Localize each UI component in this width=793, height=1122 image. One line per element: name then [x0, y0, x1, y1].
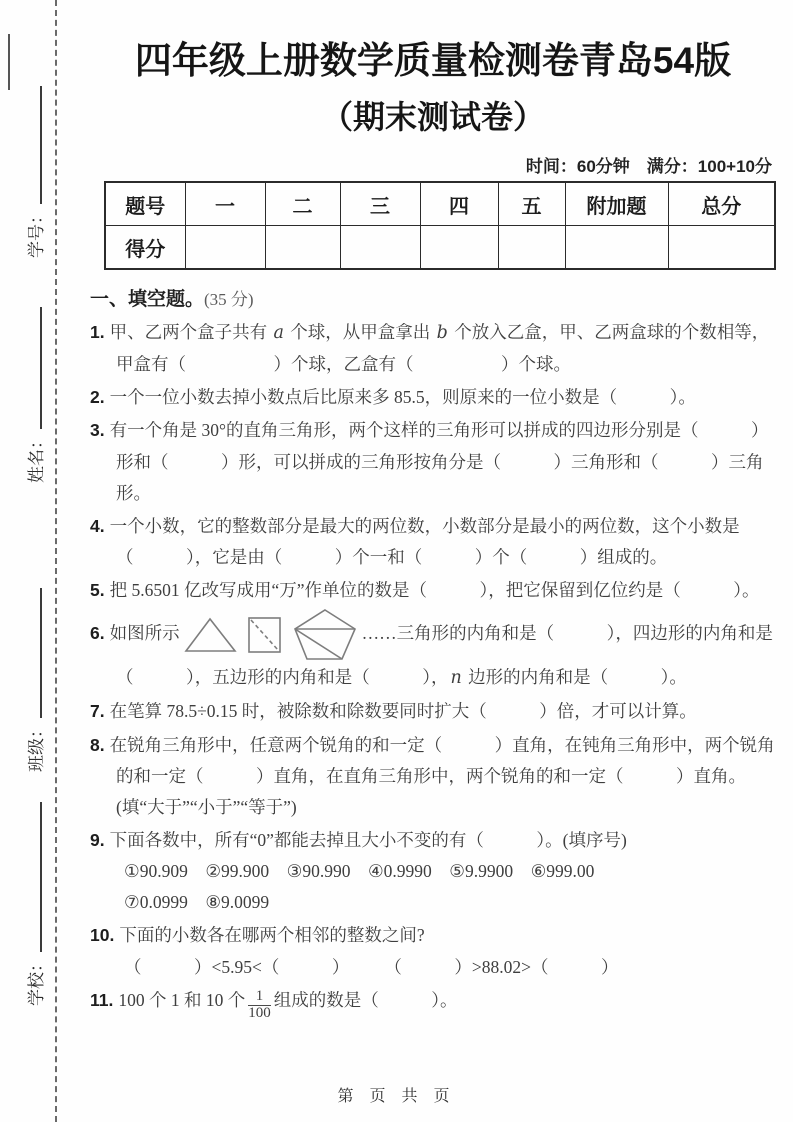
score-empty-cell	[420, 226, 498, 270]
question-5	[90, 575, 776, 606]
blank-line	[23, 86, 42, 204]
variable-a: a	[273, 323, 284, 343]
school-label: 学校：	[27, 955, 46, 1006]
question-text: 在笔算 78.5÷0.15 时，被除数和除数要同时扩大（ ）倍，才可以计算。	[109, 701, 697, 722]
school-field	[22, 802, 47, 1006]
fraction-1-100	[248, 989, 271, 1022]
score-table-score-row	[105, 226, 775, 270]
question-number: 6.	[90, 623, 105, 644]
question-number: 2.	[90, 387, 105, 408]
question-text: 个球，从甲盒拿出	[285, 322, 435, 342]
question-1	[90, 317, 776, 380]
fraction-numerator: 1	[248, 989, 271, 1006]
question-text: 有一个角是 30°的直角三角形，两个这样的三角形可以拼成的四边形分别是（ ）形和（ ）形，可以拼成的三角形按角分是（ ）三角形和（ ）三角形。	[109, 420, 769, 503]
student-name-label: 姓名：	[27, 432, 46, 483]
page-footer: 第 页 共 页	[337, 1088, 456, 1105]
question-9-options-line-2: ⑦0.0999 ⑧9.0099	[124, 892, 270, 913]
score-empty-cell	[565, 226, 668, 270]
question-10	[90, 920, 776, 982]
fraction-denominator: 100	[248, 1004, 271, 1021]
question-number: 10.	[90, 925, 115, 946]
question-text: 边形的内角和是（ ）。	[463, 667, 687, 688]
question-number: 5.	[90, 580, 105, 601]
question-number: 11.	[90, 989, 114, 1010]
question-8	[90, 730, 776, 823]
question-4	[90, 511, 776, 573]
question-text: 甲、乙两个盒子共有	[109, 322, 272, 342]
registration-mark	[8, 34, 10, 90]
score-table-header-row	[105, 182, 775, 226]
score-table-cell-total: 总分	[668, 182, 775, 226]
blank-line	[23, 802, 42, 952]
question-text: 100 个 1 和 10 个	[118, 989, 246, 1010]
question-text: 把 5.6501 亿改写成用“万”作单位的数是（ ），把它保留到亿位约是（ ）。	[109, 580, 760, 601]
score-label-cell: 得分	[105, 226, 185, 270]
blank-line	[23, 307, 42, 429]
question-text: 如图所示	[109, 623, 180, 644]
class-label: 班级：	[27, 721, 46, 772]
exam-body	[90, 0, 776, 1024]
question-number: 1.	[90, 322, 105, 342]
score-table-cell-4: 四	[420, 182, 498, 226]
score-empty-cell	[498, 226, 565, 270]
exam-info: 时间：60分钟 满分：100+10分	[525, 157, 772, 176]
blank-line	[23, 588, 42, 718]
question-number: 3.	[90, 420, 105, 441]
question-6	[90, 608, 776, 694]
question-3	[90, 415, 776, 508]
student-id-label: 学号：	[27, 207, 46, 258]
variable-b: b	[436, 323, 448, 343]
question-text: 组成的数是（ ）。	[273, 989, 458, 1010]
score-table-cell-3: 三	[340, 182, 420, 226]
question-text: 一个小数，它的整数部分是最大的两位数，小数部分是最小的两位数，这个小数是（ ），它是由（ ）个一和（ ）个（ ）组成的。	[109, 515, 740, 567]
question-text: ……三角形的内角和是（ ），四边形的内角和是（ ），五边形的内角和是（ ），	[116, 623, 773, 688]
score-table-cell-2: 二	[265, 182, 340, 226]
score-empty-cell	[668, 226, 775, 270]
score-empty-cell	[340, 226, 420, 270]
score-empty-cell	[185, 226, 265, 270]
question-text: 在锐角三角形中，任意两个锐角的和一定（ ）直角，在钝角三角形中，两个锐角的和一定（ ）直角，在直角三角形中，两个锐角的和一定（ ）直角。(填“大于”“小于”“等于”)	[109, 734, 775, 817]
exam-subtitle: （期末测试卷）	[320, 99, 545, 135]
question-text: 下面的小数各在哪两个相邻的整数之间?	[119, 925, 425, 946]
question-7	[90, 696, 776, 727]
score-table-cell-question-no: 题号	[105, 182, 185, 226]
question-text: 个放入乙盒，甲、乙两盒球的个数相等，甲盒有（ ）个球，乙盒有（ ）个球。	[116, 322, 770, 375]
question-text: 下面各数中，所有“0”都能去掉且大小不变的有（ ）。(填序号)	[109, 829, 627, 850]
question-9-options-line-1: ①90.909 ②99.900 ③90.990 ④0.9990 ⑤9.9900 ⑥999.00	[124, 861, 595, 882]
question-number: 7.	[90, 701, 105, 722]
question-11	[90, 985, 776, 1022]
class-field	[22, 588, 47, 772]
student-id-field	[22, 86, 47, 258]
question-9	[90, 825, 776, 918]
square-with-dashed-diagonal-icon	[246, 614, 284, 656]
score-table-cell-bonus: 附加题	[565, 182, 668, 226]
section-title: 一、填空题。	[90, 289, 205, 310]
score-table-cell-1: 一	[185, 182, 265, 226]
question-list	[90, 317, 776, 1022]
question-number: 9.	[90, 829, 105, 850]
variable-n: n	[450, 668, 462, 689]
exam-title: 四年级上册数学质量检测卷青岛54版	[134, 40, 732, 81]
score-table-cell-5: 五	[498, 182, 565, 226]
question-2	[90, 382, 776, 413]
question-text: 一个一位小数去掉小数点后比原来多 85.5，则原来的一位小数是（ ）。	[109, 387, 696, 408]
question-10-answer-line: （ ）<5.95<（ ） （ ）>88.02>（ ）	[124, 956, 619, 977]
student-name-field	[22, 307, 47, 483]
score-table	[104, 181, 776, 270]
pentagon-with-diagonals-icon	[292, 608, 358, 662]
question-number: 8.	[90, 734, 105, 755]
section-points: (35 分)	[204, 290, 254, 309]
section-heading	[90, 284, 776, 311]
question-number: 4.	[90, 515, 105, 536]
triangle-icon	[184, 616, 238, 654]
score-empty-cell	[265, 226, 340, 270]
